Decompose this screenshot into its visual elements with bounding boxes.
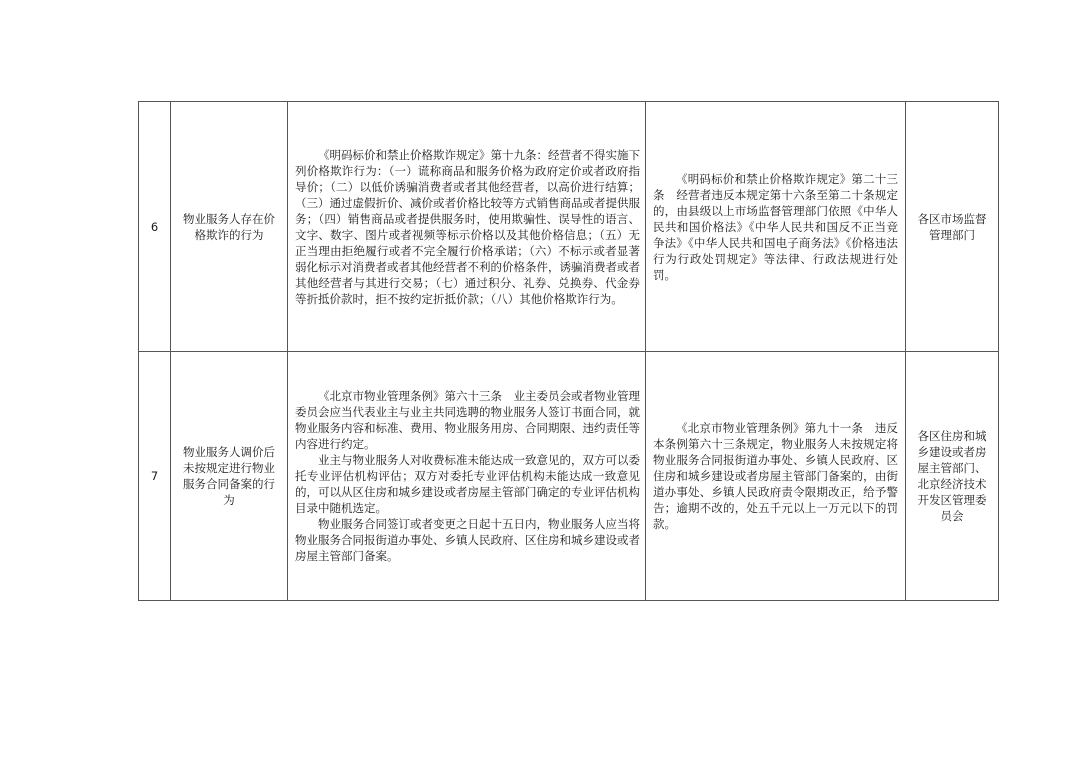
penalty-text: 《北京市物业管理条例》第九十一条 违反本条例第六十三条规定，物业服务人未按规定将物业服务合同报街道办事处、乡镇人民政府、区住房和城乡建设或者房屋主管部门备案的，由街道办事处、乡镇人民政府责令限期改正，给予警告；逾期不改的，处五千元以上一万元以下的罚款。 (653, 421, 898, 531)
legal-basis-cell (288, 102, 646, 352)
penalty-text: 《明码标价和禁止价格欺诈规定》第二十三条 经营者违反本规定第十六条至第二十条规定的，由县级以上市场监督管理部门依照《中华人民共和国价格法》《中华人民共和国反不正当竞争法》《中华人民共和国电子商务法》《价格违法行为行政处罚规定》等法律、行政法规进行处罚。 (653, 171, 898, 282)
penalty-cell (646, 352, 906, 601)
legal-basis-paragraph: 《北京市物业管理条例》第六十三条 业主委员会或者物业管理委员会应当代表业主与业主共同选聘的物业服务人签订书面合同，就物业服务内容和标准、费用、物业服务用房、合同期限、违约责任等内容进行约定。 (295, 389, 640, 451)
row-number: 7 (139, 352, 171, 601)
legal-basis-cell (288, 352, 646, 601)
table-row (139, 102, 999, 352)
table-row (139, 352, 999, 601)
responsible-department: 各区住房和城乡建设或者房屋主管部门、北京经济技术开发区管理委员会 (906, 352, 999, 601)
legal-basis-paragraph: 《明码标价和禁止价格欺诈规定》第十九条：经营者不得实施下列价格欺诈行为：（一）谎称商品和服务价格为政府定价或者政府指导价；（二）以低价诱骗消费者或者其他经营者，以高价进行结算；（三）通过虚假折价、减价或者价格比较等方式销售商品或者提供服务；（四）销售商品或者提供服务时，使用欺骗性、误导性的语言、文字、数字、图片或者视频等标示价格以及其他价格信息；（五）无正当理由拒绝履行或者不完全履行价格承诺；（六）不标示或者显著弱化标示对消费者或者其他经营者不利的价格条件，诱骗消费者或者其他经营者与其进行交易；（七）通过积分、礼券、兑换券、代金券等折抵价款时，拒不按约定折抵价款；（八）其他价格欺诈行为。 (295, 147, 640, 306)
responsible-department: 各区市场监督管理部门 (906, 102, 999, 352)
legal-basis-paragraph: 物业服务合同签订或者变更之日起十五日内，物业服务人应当将物业服务合同报街道办事处、乡镇人民政府、区住房和城乡建设或者房屋主管部门备案。 (295, 517, 640, 563)
violation-item: 物业服务人调价后未按规定进行物业服务合同备案的行为 (171, 352, 288, 601)
regulation-table (138, 101, 999, 601)
legal-basis-paragraph: 业主与物业服务人对收费标准未能达成一致意见的，双方可以委托专业评估机构评估；双方对委托专业评估机构未能达成一致意见的，可以从区住房和城乡建设或者房屋主管部门确定的专业评估机构目录中随机选定。 (295, 453, 640, 515)
penalty-cell (646, 102, 906, 352)
violation-item: 物业服务人存在价格欺诈的行为 (171, 102, 288, 352)
row-number: 6 (139, 102, 171, 352)
